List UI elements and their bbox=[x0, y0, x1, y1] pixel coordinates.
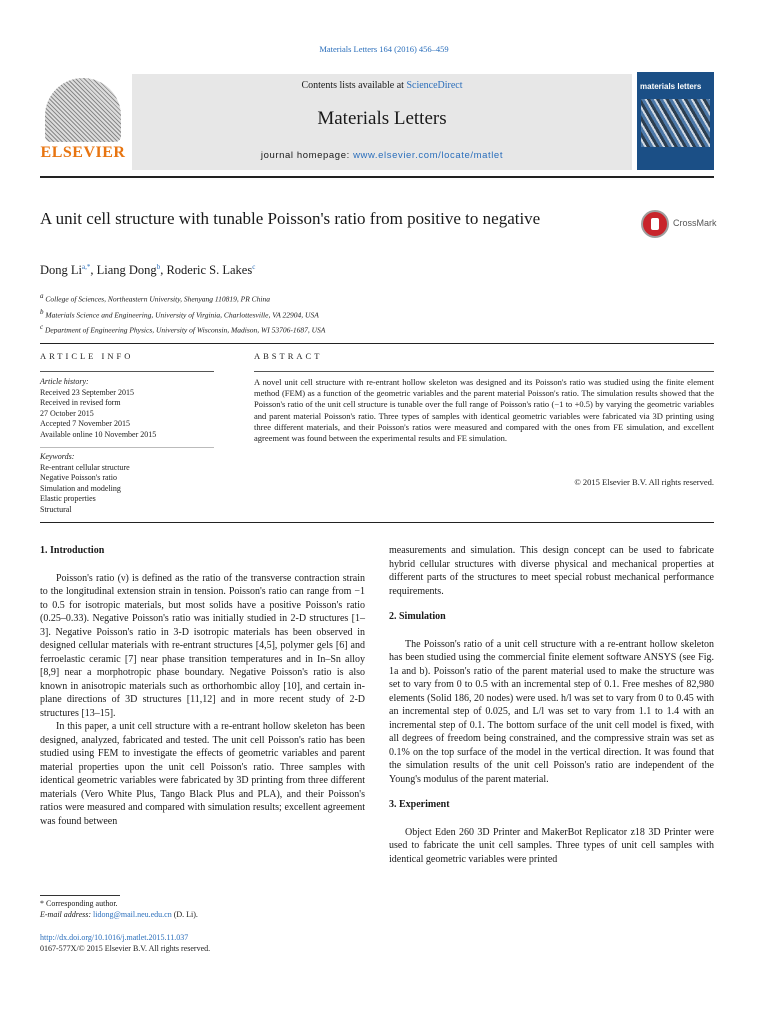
section-rule bbox=[40, 343, 714, 344]
history-item: Received in revised form bbox=[40, 398, 121, 407]
keywords bbox=[40, 452, 214, 515]
footnote-rule bbox=[40, 895, 120, 896]
crossmark-icon bbox=[641, 210, 669, 238]
journal-citation[interactable]: Materials Letters 164 (2016) 456–459 bbox=[319, 44, 449, 54]
abstract-copyright: © 2015 Elsevier B.V. All rights reserved. bbox=[574, 477, 714, 487]
keyword: Elastic properties bbox=[40, 494, 96, 503]
author-sup[interactable]: b bbox=[156, 263, 161, 271]
keywords-label: Keywords: bbox=[40, 452, 75, 461]
abstract-text: A novel unit cell structure with re-entrant hollow skeleton was designed and its Poisson's ratio was studied using the finite element method (FEM) as a function of the geometric variables and the parent material Poisson's ratio. The simulation results showed that the Poisson's ratio of the unit cell structure is tunable over the full range of Poisson's ratio (−1 to +0.5) by varying the geometric variables and parent material Poisson's ratio. Three types of samples with identical geometric variables were fabricated via 3D printing using three different materials, and their Poisson's ratios were measured and compared with the ones from FE simulation, and excellent agreement was found between the experimental results and FE simulation. bbox=[254, 377, 714, 444]
affiliation: $^c$ Department of Engineering Physics, University of Wisconsin, Madison, WI 53706-1687, USA bbox=[40, 323, 326, 335]
history-item: Available online 10 November 2015 bbox=[40, 429, 157, 439]
abstract-heading: ABSTRACT bbox=[254, 351, 323, 361]
paragraph: Object Eden 260 3D Printer and MakerBot Replicator z18 3D Printer were used to fabricate the unit cell samples. Three types of unit cell samples with identical geometric variables were printed bbox=[389, 826, 714, 865]
elsevier-wordmark: ELSEVIER bbox=[40, 144, 126, 161]
paragraph: In this paper, a unit cell structure with a re-entrant hollow skeleton has been designed, analyzed, fabricated and tested. The unit cell Poisson's ratio has been studied using FEM to investigate the effects of geometric variables and parent material properties upon the unit cell Poisson's ratio. Three samples with identical geometric variables were fabricated by 3D printing from three different materials (Vero White Plus, Tango Black Plus and PLA), and their Poisson's ratios were measured and compared with simulation results; excellent agreement was found between bbox=[40, 721, 365, 827]
keyword: Re-entrant cellular structure bbox=[40, 462, 130, 472]
author-name: Dong Li bbox=[40, 263, 83, 278]
doi-link[interactable]: http://dx.doi.org/10.1016/j.matlet.2015.11.037 bbox=[40, 933, 189, 942]
affiliation: $^b$ Materials Science and Engineering, University of Virginia, Charlottesville, VA 22904, USA bbox=[40, 307, 319, 319]
article-history bbox=[40, 377, 214, 440]
crossmark-badge[interactable] bbox=[641, 210, 721, 240]
author-sup[interactable]: c bbox=[252, 263, 256, 271]
keyword: Structural bbox=[40, 504, 72, 514]
keyword: Negative Poisson's ratio bbox=[40, 473, 117, 482]
history-item: 27 October 2015 bbox=[40, 408, 94, 418]
author-sup[interactable]: a,* bbox=[82, 263, 91, 271]
divider bbox=[40, 447, 214, 448]
paragraph: Poisson's ratio (ν) is defined as the ratio of the transverse contraction strain to the longitudinal extension strain in tension. Poisson's ratio can range from −1 to 0.5 for isotropic materials, but most solids have a positive Poisson's ratio (0.25–0.33). Negative Poisson's ratio was initially studied in 2-D structures [1–3]. Negative Poisson's ratio in 3-D isotropic materials has been observed in designed cellular materials with re-entrant structures [4,5], polymer gels [6] and ferroelastic ceramic [7] near phase transition temperatures and in In–Sn alloy [8,9] near a morphotropic phase boundary. Negative Poisson's ratio is also known in anisotropic materials such as orthorhombic alloy [10], and certain in-plane directions of 3D structures [11,12] and in more recent study of 2-D structures [13–15]. bbox=[40, 572, 365, 719]
article-title: A unit cell structure with tunable Poisson's ratio from positive to negative bbox=[40, 209, 541, 228]
journal-homepage: journal homepage: www.elsevier.com/locate/matlet bbox=[260, 150, 504, 161]
contents-line: Contents lists available at ScienceDirect bbox=[301, 80, 463, 91]
section-heading: 3. Experiment bbox=[389, 799, 450, 810]
footnote: * Corresponding author. E-mail address: lidong@mail.neu.edu.cn (D. Li). bbox=[40, 899, 198, 919]
article-info-heading: ARTICLE INFO bbox=[40, 351, 134, 361]
paragraph: measurements and simulation. This design concept can be used to fabricate hybrid cellular structures with diverse physical and mechanical properties at different parts of the structures to meet special robust mechanical performance requirements. bbox=[389, 545, 714, 597]
corresponding-author-note: * Corresponding author. bbox=[40, 899, 118, 908]
keyword: Simulation and modeling bbox=[40, 483, 121, 493]
section-heading: 1. Introduction bbox=[40, 545, 105, 556]
affiliations bbox=[40, 290, 325, 337]
elsevier-tree-icon bbox=[45, 78, 121, 142]
history-label: Article history: bbox=[40, 377, 89, 386]
divider bbox=[254, 371, 714, 372]
doi-block bbox=[40, 933, 210, 954]
journal-cover bbox=[637, 72, 714, 170]
history-item: Received 23 September 2015 bbox=[40, 387, 134, 397]
header-rule bbox=[40, 176, 714, 178]
cover-image bbox=[641, 99, 710, 147]
author-list: Dong $Li^{a,*}$, Liang Dong$^b$, Roderic S. Lakes$^c$ bbox=[40, 263, 256, 278]
author-name: Liang Dong bbox=[96, 263, 157, 278]
section-heading: 2. Simulation bbox=[389, 611, 446, 622]
author-name: Roderic S. Lakes bbox=[166, 263, 253, 278]
history-item: Accepted 7 November 2015 bbox=[40, 419, 130, 428]
sciencedirect-link[interactable]: ScienceDirect bbox=[406, 80, 463, 91]
cover-title: materials letters bbox=[640, 82, 702, 91]
issn-line: 0167-577X/© 2015 Elsevier B.V. All rights reserved. bbox=[40, 943, 211, 953]
crossmark-label: CrossMark bbox=[673, 218, 717, 228]
paragraph: The Poisson's ratio of a unit cell structure with a re-entrant hollow skeleton has been studied using the commercial finite element software ANSYS (see Fig. 1a and b). Poisson's ratio of the parent material used to make the structure was set to vary from 0 to 0.5 with an incremental step of 0.1. Free meshes of 82,980 elements (Solid 186, 20 nodes) were used. h/l was set to vary from 0 to 0.45 with an incremental step of 0.025, and L/l was set to vary from 1.1 to 1.4 with an incremental step of 0.1. The bottom surface of the unit cell model is fixed, with all degrees of freedom being constrained, and the compressive strain was set as 0.1% on the top surface of the model in the vertical direction. It was found that the simulation results of the unit cell Poisson's ratio are independent of the Young's modulus of the parent material. bbox=[389, 638, 714, 785]
body-left-column bbox=[40, 544, 365, 828]
divider bbox=[40, 371, 214, 372]
body-right-column bbox=[389, 544, 714, 866]
homepage-link[interactable]: www.elsevier.com/locate/matlet bbox=[353, 150, 504, 161]
journal-title: Materials Letters bbox=[317, 108, 447, 129]
elsevier-logo bbox=[40, 74, 126, 166]
section-rule bbox=[40, 522, 714, 523]
affiliation: $^a$ College of Sciences, Northeastern University, Shenyang 110819, PR China bbox=[40, 292, 270, 304]
email-link[interactable]: lidong@mail.neu.edu.cn bbox=[93, 909, 172, 919]
